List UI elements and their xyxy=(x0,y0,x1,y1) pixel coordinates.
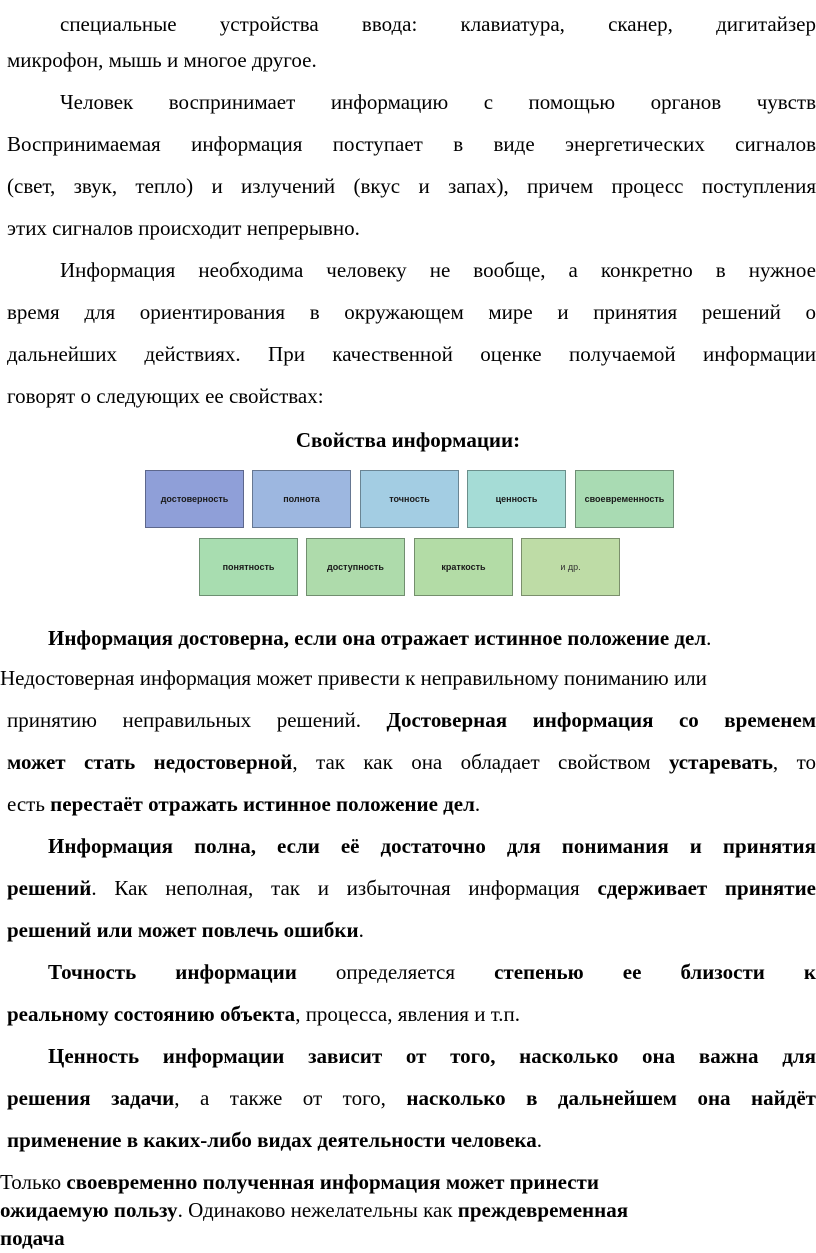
property-box: доступность xyxy=(306,538,405,596)
property-box: своевременность xyxy=(575,470,674,528)
text-line: Только своевременно полученная информация может принести xyxy=(0,1170,599,1194)
text-line: принятию неправильных решений. Достоверная информация со временем xyxy=(7,708,816,732)
text-line: Ценность информации зависит от того, насколько она важна для xyxy=(48,1044,816,1068)
text-line: применение в каких-либо видах деятельности человека. xyxy=(7,1128,542,1152)
text-line: решения задачи, а также от того, насколько в дальнейшем она найдёт xyxy=(7,1086,816,1110)
property-box: точность xyxy=(360,470,459,528)
property-box: краткость xyxy=(414,538,513,596)
text-line: Информация необходима человеку не вообще, а конкретно в нужное xyxy=(60,258,816,282)
text-line: решений или может повлечь ошибки. xyxy=(7,918,364,942)
text-line: время для ориентирования в окружающем мире и принятия решений о xyxy=(7,300,816,324)
property-box: понятность xyxy=(199,538,298,596)
text-line: может стать недостоверной, так как она обладает свойством устаревать, то xyxy=(7,750,816,774)
property-box: и др. xyxy=(521,538,620,596)
text-line: реальному состоянию объекта, процесса, явления и т.п. xyxy=(7,1002,521,1026)
text-line: решений. Как неполная, так и избыточная информация сдерживает принятие xyxy=(7,876,816,900)
text-line: дальнейших действиях. При качественной оценке получаемой информации xyxy=(7,342,816,366)
text-line: Недостоверная информация может привести к неправильному пониманию или xyxy=(0,666,707,690)
text-line: специальные устройства ввода: клавиатура, сканер, дигитайзер xyxy=(60,12,816,36)
text-line: подача xyxy=(0,1226,65,1250)
text-line: Информация достоверна, если она отражает истинное положение дел. xyxy=(48,626,712,650)
property-box: ценность xyxy=(467,470,566,528)
text-line: говорят о следующих ее свойствах: xyxy=(7,384,324,408)
text-line: есть перестаёт отражать истинное положение дел. xyxy=(7,792,481,816)
diagram-title: Свойства информации: xyxy=(295,428,521,452)
text-line: ожидаемую пользу. Одинаково нежелательны как преждевременная xyxy=(0,1198,629,1222)
text-line: Точность информации определяется степенью ее близости к xyxy=(48,960,816,984)
property-box: полнота xyxy=(252,470,351,528)
text-line: Информация полна, если её достаточно для понимания и принятия xyxy=(48,834,816,858)
text-line: (свет, звук, тепло) и излучений (вкус и запах), причем процесс поступления xyxy=(7,174,816,198)
text-line: этих сигналов происходит непрерывно. xyxy=(7,216,360,240)
property-box: достоверность xyxy=(145,470,244,528)
text-line: микрофон, мышь и многое другое. xyxy=(7,48,317,72)
text-line: Человек воспринимает информацию с помощью органов чувств xyxy=(60,90,816,114)
text-line: Воспринимаемая информация поступает в виде энергетических сигналов xyxy=(7,132,816,156)
